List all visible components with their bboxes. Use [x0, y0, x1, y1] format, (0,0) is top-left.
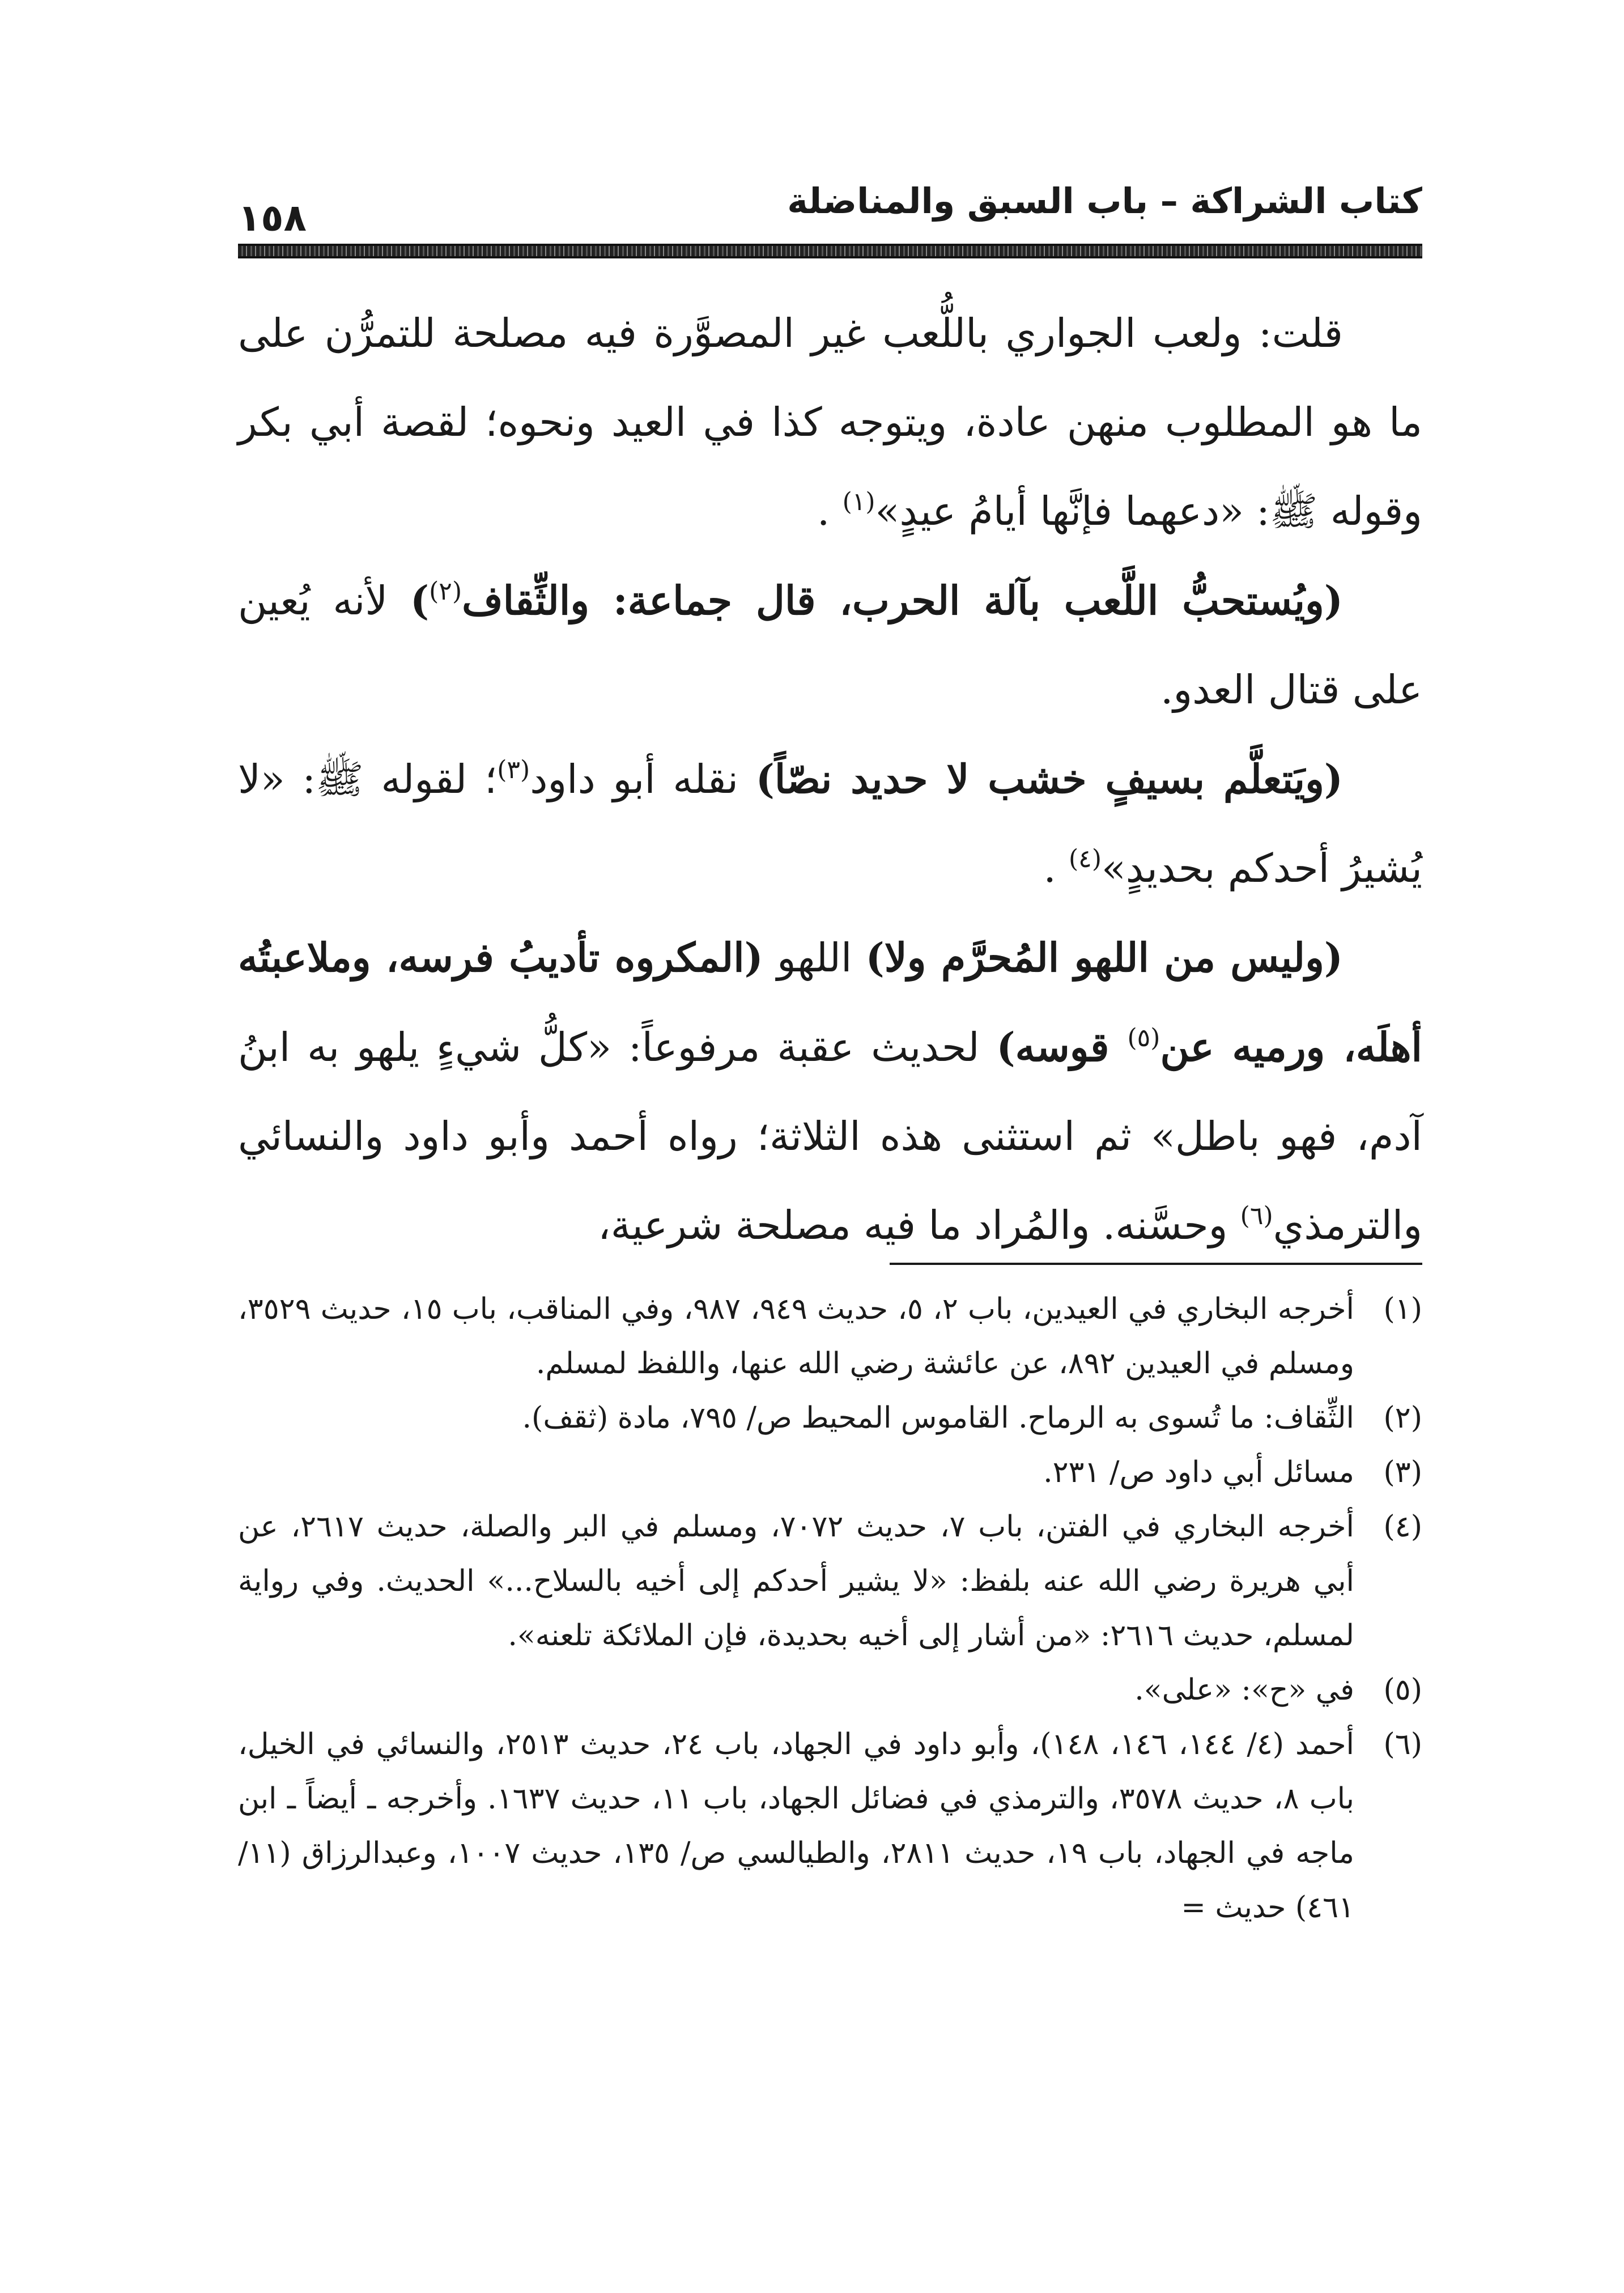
footnote-ref-3[interactable]: (٣) [497, 755, 530, 784]
footnote-separator [890, 1263, 1422, 1265]
paragraph-3-text-1: نقله أبو داود [530, 756, 756, 802]
footnote-ref-1[interactable]: (١) [842, 487, 875, 516]
page-number: ١٥٨ [238, 196, 307, 240]
footnote-ref-4[interactable]: (٤) [1069, 844, 1102, 873]
running-header [238, 164, 1422, 255]
paragraph-2-text: لأنه يُعين على قتال العدو. [238, 578, 1422, 713]
paragraph-3 [238, 734, 1422, 913]
paragraph-4-bold-3: قوسه) [996, 1024, 1128, 1071]
paragraph-4-text-3: وحسَّنه. والمُراد ما فيه مصلحة شرعية، [598, 1202, 1240, 1249]
footnote-text: أخرجه البخاري في العيدين، باب ٢، ٥، حديث ٩٤٩، ٩٨٧، وفي المناقب، باب ١٥، حديث ٣٥٢٩، ومسلم في العيدين ٨٩٢، عن عائشة رضي الله عنها، واللفظ لمسلم. [238, 1292, 1355, 1381]
footnote-1 [238, 1282, 1422, 1391]
footnote-ref-2[interactable]: (٢) [429, 577, 462, 606]
footnote-text: الثِّقاف: ما تُسوى به الرماح. القاموس المحيط ص/ ٧٩٥، مادة (ثقف). [522, 1401, 1354, 1435]
footnotes [238, 1282, 1422, 1935]
footnote-5 [238, 1663, 1422, 1717]
paragraph-1-text: قلت: ولعب الجواري باللُّعب غير المصوَّرة فيه مصلحة للتمرُّن على ما هو المطلوب منهن عادة، ويتوجه كذا في العيد ونحوه؛ لقصة أبي بكر وقوله ﷺ: «دعهما فإنَّها أيامُ عيدٍ» [238, 310, 1422, 534]
paragraph-4-text-2: لحديث عقبة مرفوعاً: «كلُّ شيءٍ يلهو به ابنُ آدم، فهو باطل» ثم استثنى هذه الثلاثة؛ رواه أحمد وأبو داود والنسائي والترمذي [238, 1024, 1422, 1249]
footnote-text: في «ح»: «على». [1134, 1673, 1354, 1707]
paragraph-4 [238, 913, 1422, 1270]
paragraph-1-end: . [817, 488, 843, 534]
main-text [238, 289, 1422, 1270]
footnote-text: أحمد (٤/ ١٤٤، ١٤٦، ١٤٨)، وأبو داود في الجهاد، باب ٢٤، حديث ٢٥١٣، والنسائي في الخيل، باب ٨، حديث ٣٥٧٨، والترمذي في فضائل الجهاد، باب ١١، حديث ١٦٣٧. وأخرجه ـ أيضاً ـ ابن ماجه في الجهاد، باب ١٩، حديث ٢٨١١، والطيالسي ص/ ١٣٥، حديث ١٠٠٧، وعبدالرزاق (١١/ ٤٦١) حديث = [238, 1727, 1354, 1925]
paragraph-2-bold-start: (ويُستحبُّ اللَّعب بآلة الحرب، قال جماعة: والثِّقاف [462, 577, 1343, 624]
footnote-number: (٦) [1383, 1727, 1422, 1761]
footnote-number: (١) [1383, 1292, 1422, 1326]
paragraph-2 [238, 556, 1422, 734]
header-title: كتاب الشراكة – باب السبق والمناضلة [787, 180, 1422, 222]
footnote-number: (٤) [1383, 1510, 1422, 1544]
paragraph-4-bold-1: (وليس من اللهو المُحرَّم ولا) [865, 934, 1344, 981]
footnote-3 [238, 1445, 1422, 1500]
footnote-text: أخرجه البخاري في الفتن، باب ٧، حديث ٧٠٧٢، ومسلم في البر والصلة، حديث ٢٦١٧، عن أبي هريرة رضي الله عنه بلفظ: «لا يشير أحدكم إلى أخيه بالسلاح...» الحديث. وفي رواية لمسلم، حديث ٢٦١٦: «من أشار إلى أخيه بحديدة، فإن الملائكة تلعنه». [238, 1510, 1354, 1653]
footnote-ref-5[interactable]: (٥) [1127, 1024, 1160, 1052]
footnote-number: (٣) [1383, 1455, 1422, 1489]
paragraph-4-text-1: اللهو [763, 935, 866, 981]
footnote-text: مسائل أبي داود ص/ ٢٣١. [1043, 1455, 1354, 1489]
footnote-4 [238, 1500, 1422, 1663]
footnote-ref-6[interactable]: (٦) [1240, 1201, 1273, 1230]
paragraph-3-bold: (ويَتعلَّم بسيفٍ خشب لا حديد نصّاً) [755, 755, 1344, 802]
paragraph-4-bold-2: (المكروه تأديبُ فرسه، وملاعبتُه أهلَه، ورميه عن [238, 934, 1423, 1071]
paragraph-1 [238, 289, 1422, 556]
paragraph-2-bold-close: ) [410, 577, 430, 624]
header-divider [238, 244, 1422, 258]
footnote-2 [238, 1391, 1422, 1445]
footnote-number: (٥) [1383, 1673, 1422, 1707]
paragraph-3-end: . [1043, 845, 1069, 891]
footnote-number: (٢) [1383, 1401, 1422, 1435]
footnote-6 [238, 1717, 1422, 1935]
paragraph-3-text-2: ؛ لقوله ﷺ: «لا يُشيرُ أحدكم بحديدٍ» [238, 756, 1422, 891]
